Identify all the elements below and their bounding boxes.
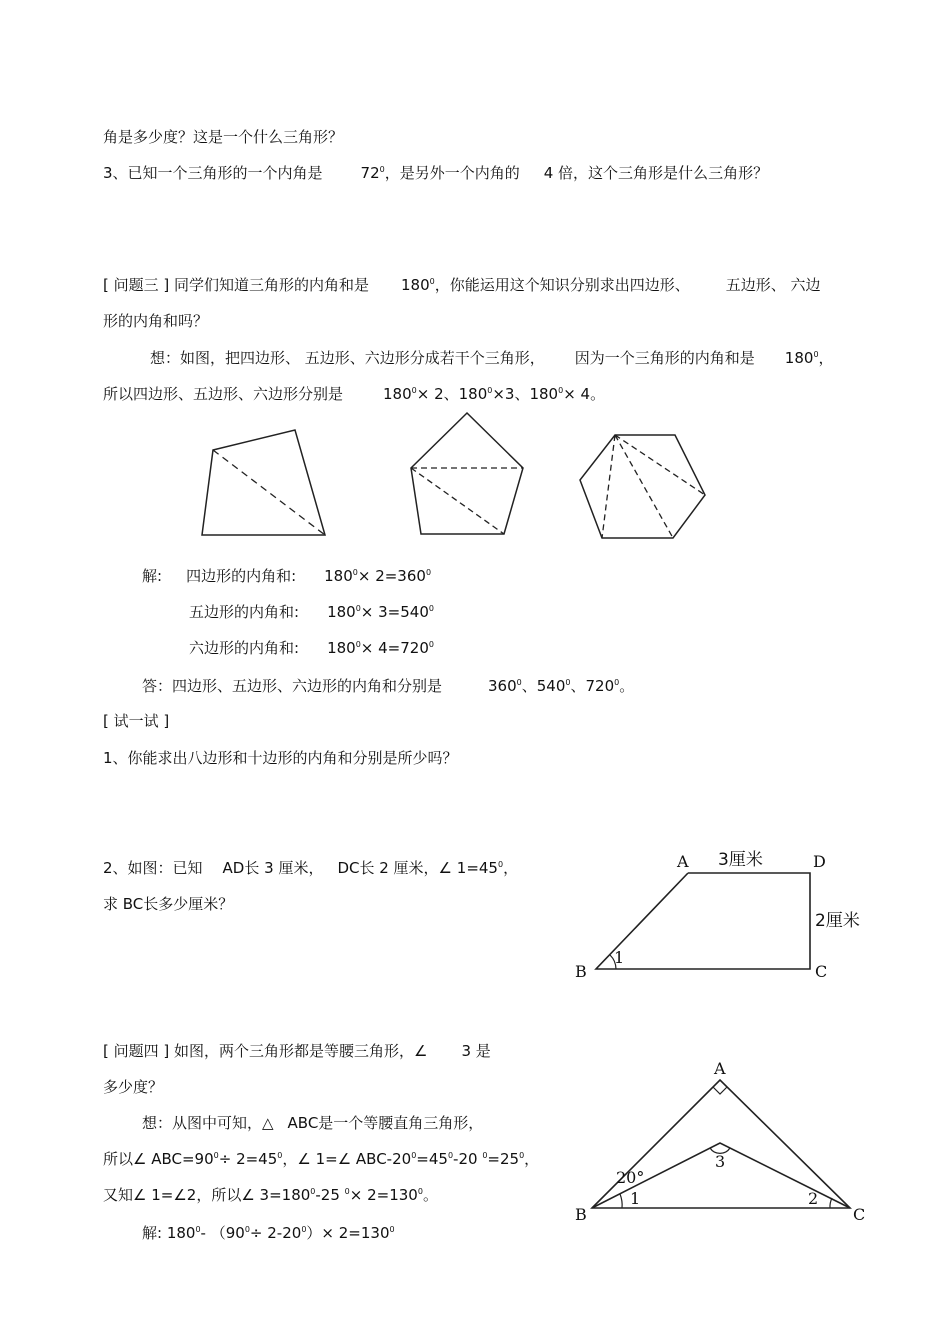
angle-2-label: 2 <box>808 1189 819 1208</box>
solution-line: 解: 四边形的内角和: $180^0\times 2=360^0$ <box>142 567 432 585</box>
side-dc-label: 2厘米 <box>815 911 860 931</box>
text-line: 所以四边形、五边形、六边形分别是 $180^0\times 2$、$180^0\times 3$、$180^0\times 4$。 <box>103 385 606 403</box>
isosceles-triangles-figure <box>570 1050 880 1230</box>
text-line: 又知∠ 1=∠2，所以∠ $3=180^0-25$ $^0\times 2=130^0$。 <box>103 1186 438 1204</box>
quadrilateral-figure <box>195 425 335 543</box>
text-line: 角是多少度？这是一个什么三角形？ <box>103 128 344 146</box>
vertex-c-label: C <box>853 1205 866 1224</box>
hexagon-figure <box>575 430 710 542</box>
side-ad-label: 3厘米 <box>718 850 763 870</box>
text-line: 想：从图中可知，△ ABC是一个等腰直角三角形， <box>142 1114 484 1132</box>
vertex-b-label: B <box>575 962 587 981</box>
angle-1-label: 1 <box>614 948 625 967</box>
try-heading: [ 试一试 ] <box>103 712 170 730</box>
trapezoid-figure <box>570 845 880 990</box>
vertex-a-label: A <box>714 1059 726 1078</box>
angle-20-label: 20° <box>616 1168 645 1187</box>
vertex-b-label: B <box>575 1205 587 1224</box>
angle-1-label: 1 <box>630 1189 641 1208</box>
answer-line: 答：四边形、五边形、六边形的内角和分别是 $360^0$、$540^0$、$720^0$。 <box>142 677 635 695</box>
text-line: 多少度？ <box>103 1078 164 1096</box>
pentagon-figure <box>405 410 530 540</box>
solution-line: 解: $180^0-$ $(90^0\div 2-20^0)\times 2=130^0$ <box>142 1224 395 1242</box>
problem-3-heading: [ 问题三 ] 同学们知道三角形的内角和是 $180^0$，你能运用这个知识分别求出四边形、 五边形、 六边 <box>103 276 821 294</box>
angle-3-label: 3 <box>715 1152 726 1171</box>
try-question-1: 1、你能求出八边形和十边形的内角和分别是所少吗？ <box>103 749 458 767</box>
text-line: 想：如图，把四边形、 五边形、六边形分成若干个三角形， 因为一个三角形的内角和是 $180^0$， <box>150 349 834 367</box>
text-line: 求 BC长多少厘米？ <box>103 895 234 913</box>
vertex-a-label: A <box>677 852 689 871</box>
try-question-2: 2、如图：已知 AD长 3 厘米， DC长 2 厘米，∠ $1=45^0$， <box>103 859 519 877</box>
question-3: 3、已知一个三角形的一个内角是 $72^0$，是另外一个内角的 4 倍，这个三角形是什么三角形？ <box>103 164 769 182</box>
solution-line: 六边形的内角和: $180^0\times 4=720^0$ <box>189 639 434 657</box>
vertex-d-label: D <box>813 852 826 871</box>
text-line: 所以∠ $ABC=90^0\div 2=45^0$，∠ 1=∠ ABC-$20^0=45^0-20$ $^0=25^0$， <box>103 1150 540 1168</box>
text-line: 形的内角和吗？ <box>103 312 209 330</box>
vertex-c-label: C <box>815 962 828 981</box>
problem-4-heading: [ 问题四 ] 如图，两个三角形都是等腰三角形，∠ 3 是 <box>103 1042 491 1060</box>
solution-line: 五边形的内角和: $180^0\times 3=540^0$ <box>189 603 434 621</box>
